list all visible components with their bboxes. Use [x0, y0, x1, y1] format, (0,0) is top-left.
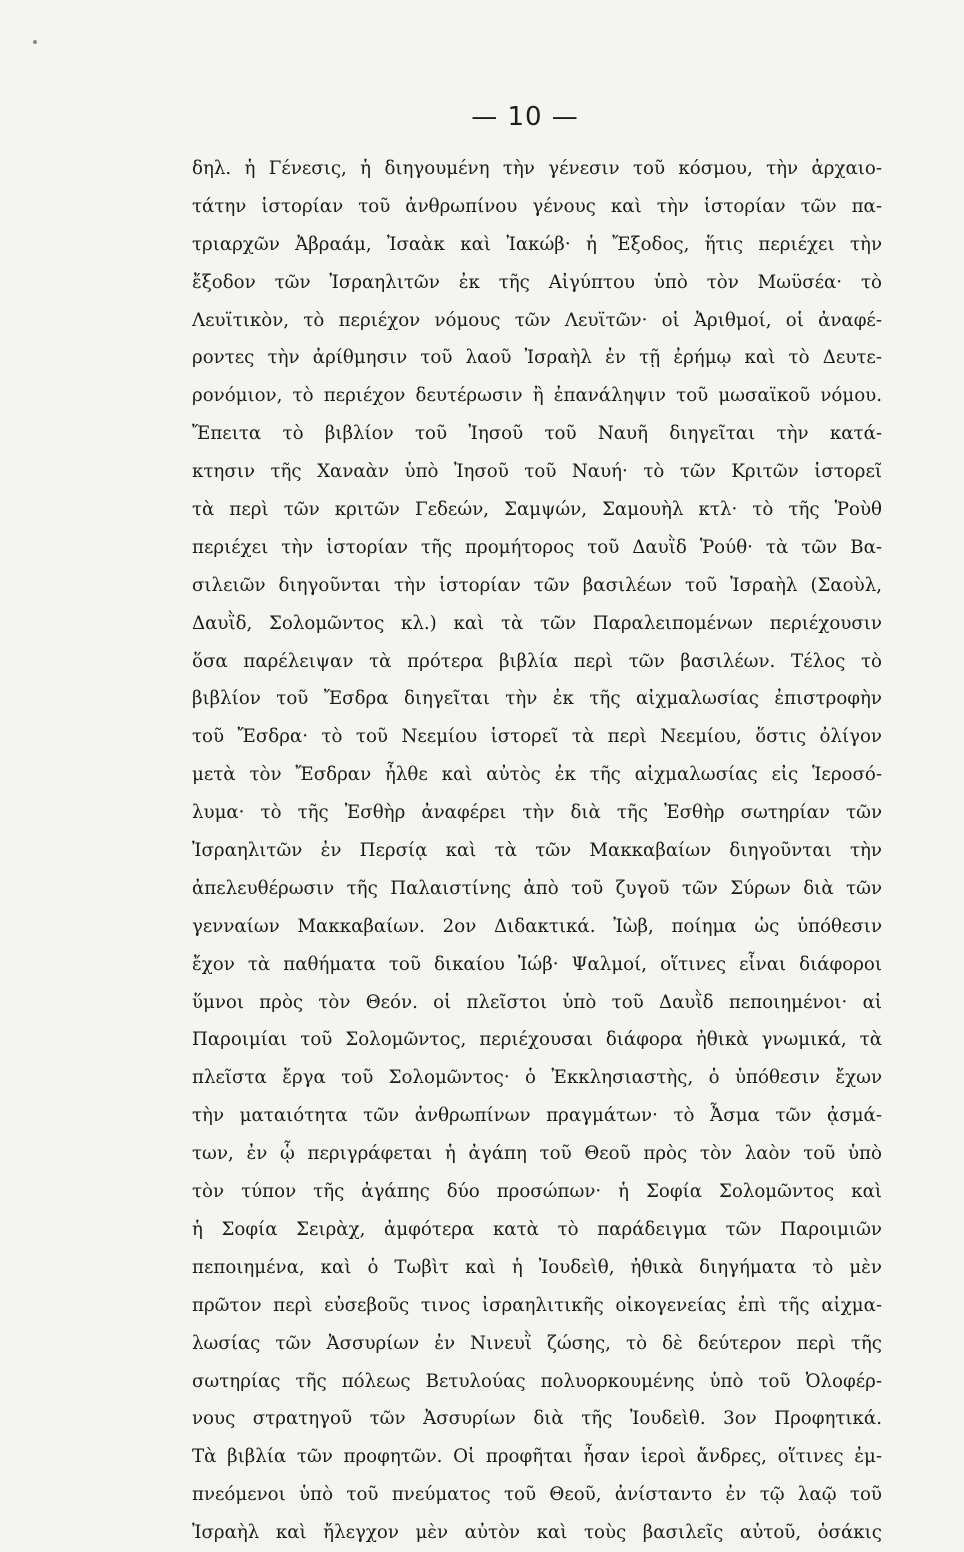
text-line: τὴν ματαιότητα τῶν ἀνθρωπίνων πραγμάτων· τὸ Ἆσμα τῶν ᾀσμά- — [192, 1105, 882, 1127]
text-line: ροντες τὴν ἀρίθμησιν τοῦ λαοῦ Ἰσραὴλ ἐν τῇ ἐρήμῳ καὶ τὸ Δευτε- — [192, 347, 882, 369]
text-line: ἔχον τὰ παθήματα τοῦ δικαίου Ἰώβ· Ψαλμοί, οἵτινες εἶναι διάφοροι — [192, 953, 882, 975]
text-line: Τὰ βιβλία τῶν προφητῶν. Οἱ προφῆται ἦσαν ἱεροὶ ἄνδρες, οἵτινες ἐμ- — [192, 1446, 882, 1468]
text-line: κτησιν τῆς Χαναὰν ὑπὸ Ἰησοῦ τοῦ Ναυή· τὸ τῶν Κριτῶν ἱστορεῖ — [192, 461, 882, 483]
text-line: πεποιημένα, καὶ ὁ Τωβὶτ καὶ ἡ Ἰουδεὶθ, ἠθικὰ διηγήματα τὸ μὲν — [192, 1256, 882, 1278]
text-line: Λευϊτικὸν, τὸ περιέχον νόμους τῶν Λευϊτῶν· οἱ Ἀριθμοί, οἱ ἀναφέ- — [192, 309, 882, 331]
text-line: ἔξοδον τῶν Ἰσραηλιτῶν ἐκ τῆς Αἰγύπτου ὑπὸ τὸν Μωϋσέα· τὸ — [192, 271, 882, 293]
page-number: — 10 — — [471, 102, 579, 132]
text-line: περιέχει τὴν ἱστορίαν τῆς προμήτορος τοῦ Δαυῒδ Ῥούθ· τὰ τῶν Βα- — [192, 536, 882, 558]
text-line: ἀπελευθέρωσιν τῆς Παλαιστίνης ἀπὸ τοῦ ζυγοῦ τῶν Σύρων διὰ τῶν — [192, 877, 882, 899]
text-line: ἡ Σοφία Σειρὰχ, ἀμφότερα κατὰ τὸ παράδειγμα τῶν Παροιμιῶν — [192, 1218, 882, 1240]
text-line: μετὰ τὸν Ἔσδραν ἦλθε καὶ αὐτὸς ἐκ τῆς αἰχμαλωσίας εἰς Ἱεροσό- — [192, 764, 882, 786]
text-line: Ἰσραηλιτῶν ἐν Περσίᾳ καὶ τὰ τῶν Μακκαβαίων διηγοῦνται τὴν — [192, 840, 882, 862]
text-line: νους στρατηγοῦ τῶν Ἀσσυρίων διὰ τῆς Ἰουδεὶθ. 3ον Προφητικά. — [192, 1408, 882, 1430]
text-line: πνεόμενοι ὑπὸ τοῦ πνεύματος τοῦ Θεοῦ, ἀνίσταντο ἐν τῷ λαῷ τοῦ — [192, 1484, 882, 1506]
text-line: ὅσα παρέλειψαν τὰ πρότερα βιβλία περὶ τῶν βασιλέων. Τέλος τὸ — [192, 650, 882, 672]
text-line: πλεῖστα ἔργα τοῦ Σολομῶντος· ὁ Ἐκκλησιαστὴς, ὁ ὑπόθεσιν ἔχων — [192, 1067, 882, 1089]
text-line: σωτηρίας τῆς πόλεως Βετυλούας πολυορκουμένης ὑπὸ τοῦ Ὀλοφέρ- — [192, 1370, 882, 1392]
text-line: Παροιμίαι τοῦ Σολομῶντος, περιέχουσαι διάφορα ἠθικὰ γνωμικά, τὰ — [192, 1029, 882, 1051]
text-line: γενναίων Μακκαβαίων. 2ον Διδακτικά. Ἰὼβ, ποίημα ὡς ὑπόθεσιν — [192, 915, 882, 937]
text-line: ρονόμιον, τὸ περιέχον δευτέρωσιν ἢ ἐπανάληψιν τοῦ μωσαϊκοῦ νόμου. — [192, 385, 882, 407]
text-line: σιλειῶν διηγοῦνται τὴν ἱστορίαν τῶν βασιλέων τοῦ Ἰσραὴλ (Σαοὺλ, — [192, 574, 882, 596]
text-line: τριαρχῶν Ἀβραάμ, Ἰσαὰκ καὶ Ἰακώβ· ἡ Ἔξοδος, ἥτις περιέχει τὴν — [192, 233, 882, 255]
body-text — [192, 150, 882, 1552]
text-line: τὰ περὶ τῶν κριτῶν Γεδεών, Σαμψών, Σαμουὴλ κτλ· τὸ τῆς Ῥοὺθ — [192, 499, 882, 521]
text-line: δηλ. ἡ Γένεσις, ἡ διηγουμένη τὴν γένεσιν τοῦ κόσμου, τὴν ἀρχαιο- — [192, 158, 882, 179]
text-line: τάτην ἱστορίαν τοῦ ἀνθρωπίνου γένους καὶ τὴν ἱστορίαν τῶν πα- — [192, 195, 882, 217]
text-line: τοῦ Ἔσδρα· τὸ τοῦ Νεεμίου ἱστορεῖ τὰ περὶ Νεεμίου, ὅστις ὀλίγον — [192, 726, 882, 748]
text-line: Ἰσραὴλ καὶ ἤλεγχον μὲν αὐτὸν καὶ τοὺς βασιλεῖς αὐτοῦ, ὁσάκις — [192, 1522, 882, 1544]
text-line: λωσίας τῶν Ἀσσυρίων ἐν Νινευῒ ζώσης, τὸ δὲ δεύτερον περὶ τῆς — [192, 1332, 882, 1354]
text-line: ὕμνοι πρὸς τὸν Θεόν. οἱ πλεῖστοι ὑπὸ τοῦ Δαυῒδ πεποιημένοι· αἱ — [192, 991, 882, 1013]
text-line: Ἔπειτα τὸ βιβλίον τοῦ Ἰησοῦ τοῦ Ναυῆ διηγεῖται τὴν κατά- — [192, 423, 882, 445]
text-line: πρῶτον περὶ εὐσεβοῦς τινος ἰσραηλιτικῆς οἰκογενείας ἐπὶ τῆς αἰχμα- — [192, 1294, 882, 1316]
text-line: βιβλίον τοῦ Ἔσδρα διηγεῖται τὴν ἐκ τῆς αἰχμαλωσίας ἐπιστροφὴν — [192, 688, 882, 710]
text-line: λυμα· τὸ τῆς Ἐσθὴρ ἀναφέρει τὴν διὰ τῆς Ἐσθὴρ σωτηρίαν τῶν — [192, 802, 882, 824]
text-line: των, ἐν ᾧ περιγράφεται ἡ ἀγάπη τοῦ Θεοῦ πρὸς τὸν λαὸν τοῦ ὑπὸ — [192, 1143, 882, 1165]
text-line: Δαυῒδ, Σολομῶντος κλ.) καὶ τὰ τῶν Παραλειπομένων περιέχουσιν — [192, 612, 882, 634]
ink-speck — [33, 40, 37, 44]
text-line: τὸν τύπον τῆς ἀγάπης δύο προσώπων· ἡ Σοφία Σολομῶντος καὶ — [192, 1181, 882, 1203]
